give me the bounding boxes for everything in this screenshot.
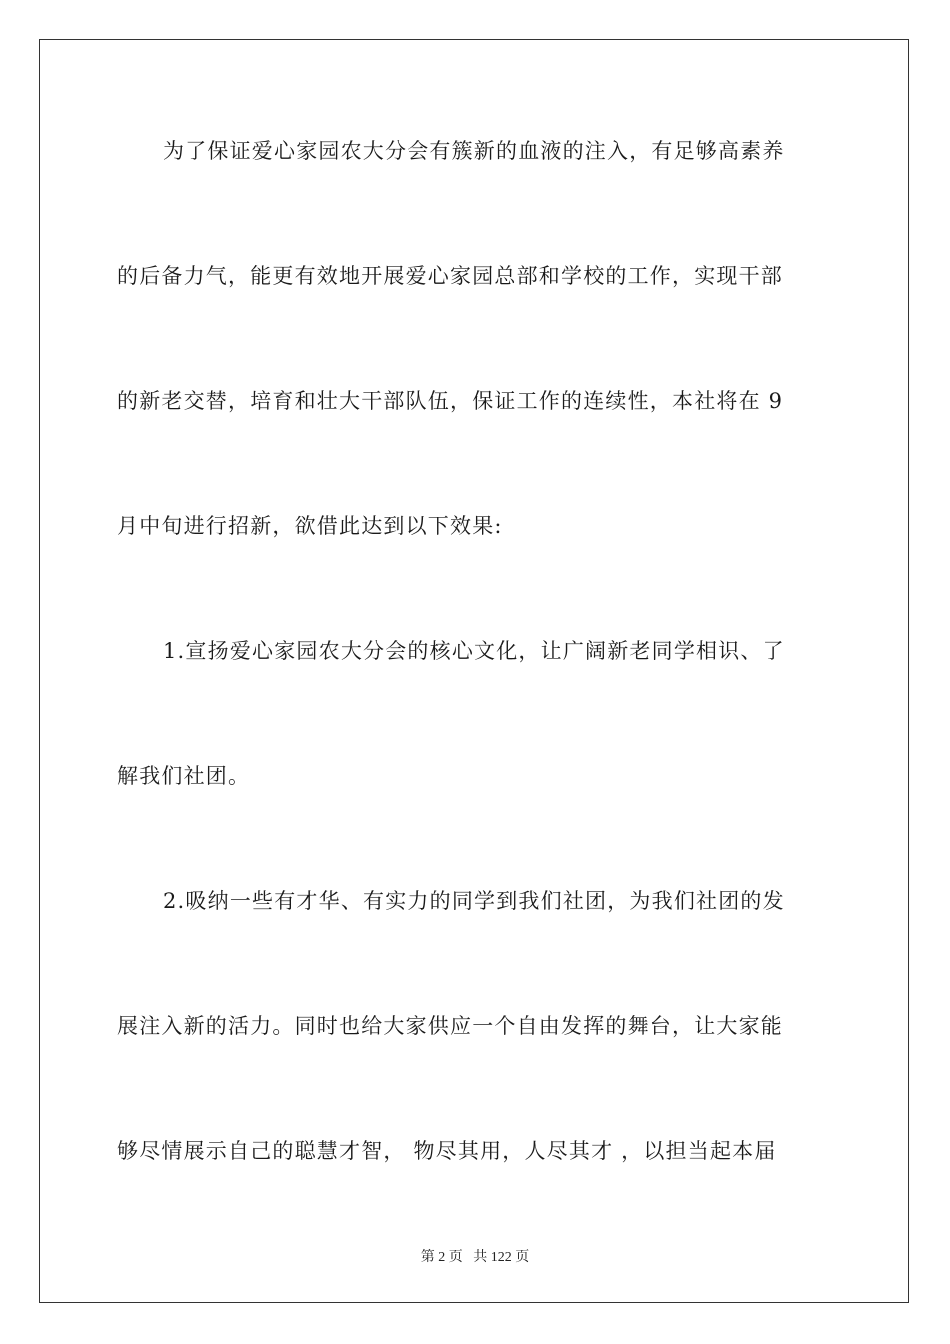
list-item-2-line-1: 2.吸纳一些有才华、有实力的同学到我们社团，为我们社团的发 (163, 889, 785, 913)
paragraph-line-4: 月中旬进行招新，欲借此达到以下效果: (117, 514, 503, 538)
paragraph-line-2: 的后备力气，能更有效地开展爱心家园总部和学校的工作，实现干部 (117, 264, 783, 288)
paragraph-line-3: 的新老交替，培育和壮大干部队伍，保证工作的连续性，本社将在 9 (117, 389, 784, 413)
page-number: 第 2 页 (420, 1250, 463, 1265)
list-item-1-line-2: 解我们社团。 (117, 764, 251, 788)
page-total: 共 122 页 (473, 1250, 530, 1265)
page-border (39, 39, 909, 1303)
list-item-2-line-3: 够尽情展示自己的聪慧才智， 物尽其用，人尽其才 ，以担当起本届 (117, 1139, 777, 1163)
paragraph-line-1: 为了保证爱心家园农大分会有簇新的血液的注入，有足够高素养 (163, 139, 785, 163)
page-footer (0, 1248, 950, 1268)
footer-spacer (463, 1250, 474, 1265)
list-item-1-line-1: 1.宣扬爱心家园农大分会的核心文化，让广阔新老同学相识、了 (163, 639, 785, 663)
list-item-2-line-2: 展注入新的活力。同时也给大家供应一个自由发挥的舞台，让大家能 (117, 1014, 783, 1038)
